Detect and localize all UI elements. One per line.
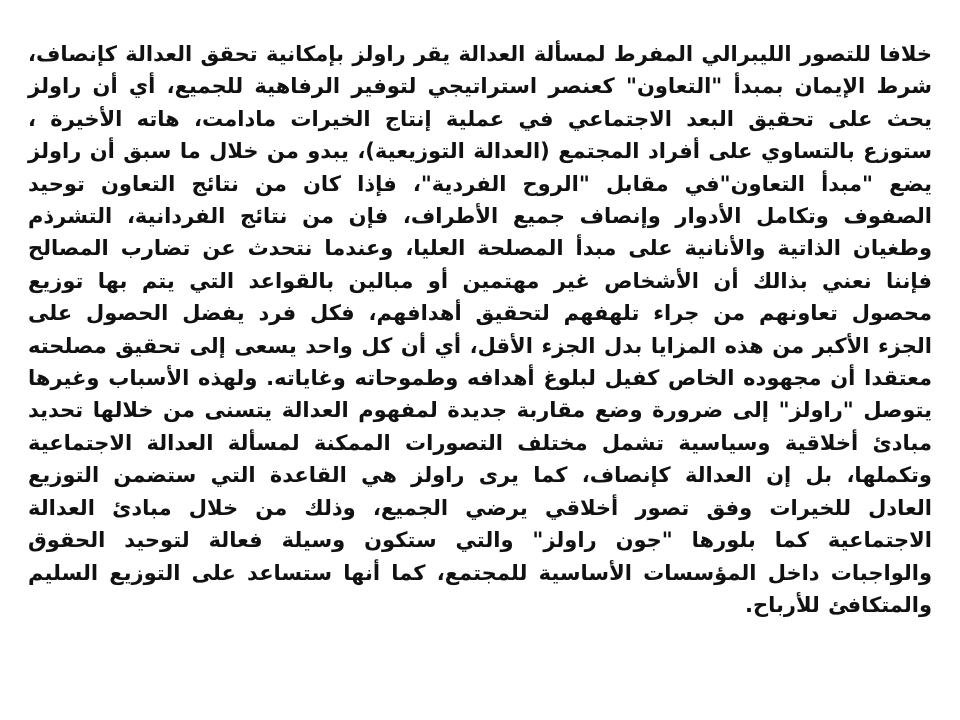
body-paragraph: خلافا للتصور الليبرالي المفرط لمسألة العدالة يقر راولز بإمكانية تحقق العدالة كإنصاف، شرط الإيمان بمبدأ "التعاون" كعنصر استراتيجي لتوفير الرفاهية للجميع، أي أن راولز يحث على تحقيق البعد الاجتماعي في عملية إنتاج الخيرات مادامت، هاته الأخيرة ، ستوزع بالتساوي على أفراد المجتمع (العدالة التوزيعية)، يبدو من خلال ما سبق أن راولز يضع "مبدأ التعاون"في مقابل "الروح الفردية"، فإذا كان من نتائج التعاون توحيد الصفوف وتكامل الأدوار وإنصاف جميع الأطراف، فإن من نتائج الفردانية، التشرذم وطغيان الذاتية والأنانية على مبدأ المصلحة العليا، وعندما نتحدث عن تضارب المصالح فإننا نعني بذالك أن الأشخاص غير مهتمين أو مبالين بالقواعد التي يتم بها توزيع محصول تعاونهم من جراء تلهفهم لتحقيق أهدافهم، فكل فرد يفضل الحصول على الجزء الأكبر من هذه المزايا بدل الجزء الأقل، أي أن كل واحد يسعى إلى تحقيق مصلحته معتقدا أن مجهوده الخاص كفيل لبلوغ أهدافه وطموحاته وغاياته. ولهذه الأسباب وغيرها يتوصل "راولز" إلى ضرورة وضع مقاربة جديدة لمفهوم العدالة يتسنى من خلالها تحديد مبادئ أخلاقية وسياسية تشمل مختلف التصورات الممكنة لمسألة العدالة الاجتماعية وتكملها، بل إن العدالة كإنصاف، كما يرى راولز هي القاعدة التي ستضمن التوزيع العادل للخيرات وفق تصور أخلاقي يرضي الجميع، وذلك من خلال مبادئ العدالة الاجتماعية كما بلورها "جون راولز" والتي ستكون وسيلة فعالة لتوحيد الحقوق والواجبات داخل المؤسسات الأساسية للمجتمع، كما أنها ستساعد على التوزيع السليم والمتكافئ للأرباح. xyxy=(28,42,932,617)
